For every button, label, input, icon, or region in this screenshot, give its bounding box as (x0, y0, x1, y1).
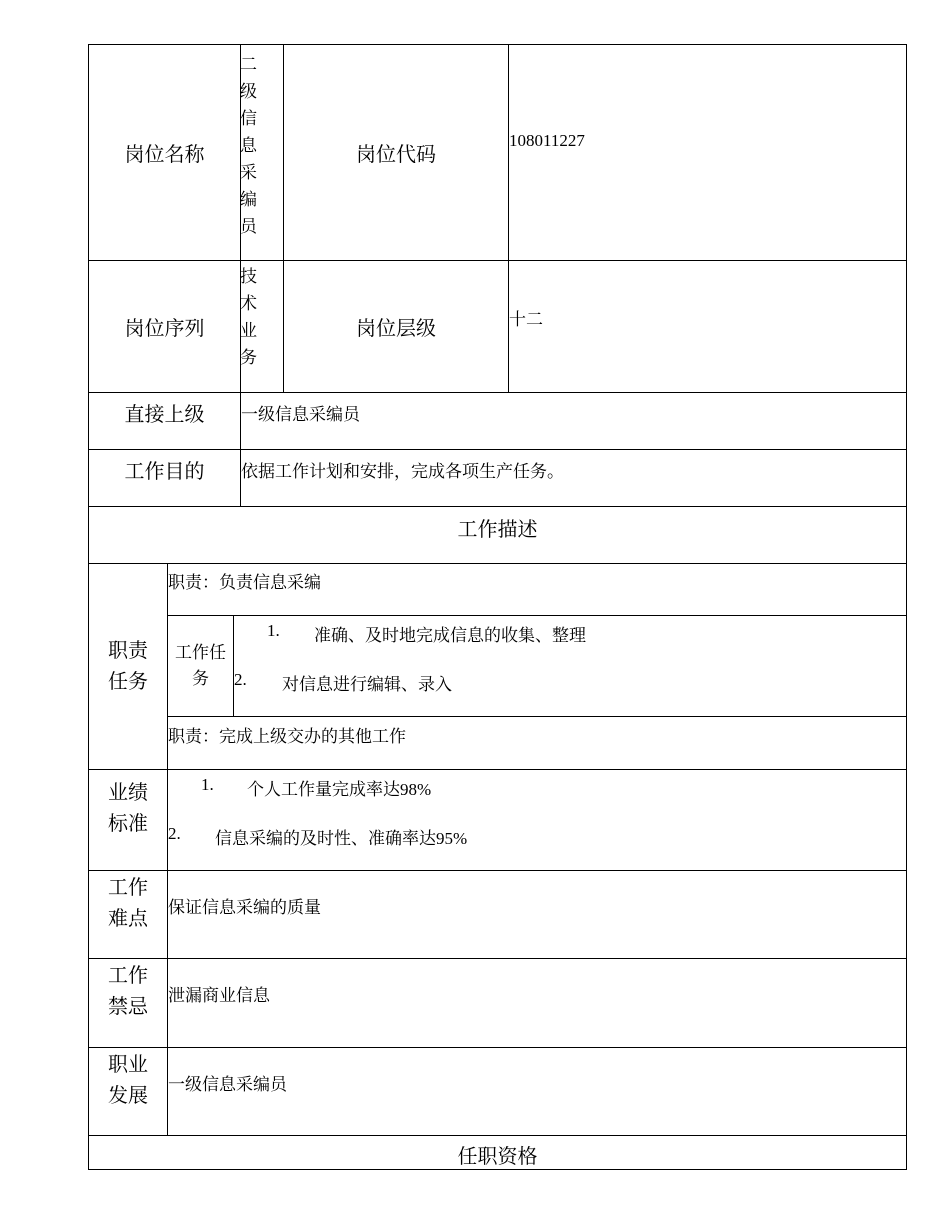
work-description-title: 工作描述 (457, 519, 538, 541)
row-divider (88, 958, 907, 959)
direct-superior-label: 直接上级 (124, 404, 205, 426)
qualification-title: 任职资格 (457, 1146, 538, 1168)
task-item-1: 准确、及时地完成信息的收集、整理 (314, 626, 586, 645)
duty-label: 职责任务 (108, 639, 148, 693)
performance-item-1: 个人工作量完成率达98% (247, 780, 432, 799)
difficulty-value: 保证信息采编的质量 (168, 898, 321, 917)
row-divider (88, 1047, 907, 1048)
row-divider (167, 615, 907, 616)
row-divider (88, 449, 907, 450)
row-divider (88, 1135, 907, 1136)
row-divider (167, 716, 907, 717)
post-code-label: 岗位代码 (356, 144, 436, 166)
table-border-right (906, 44, 907, 1170)
task-item-2: 对信息进行编辑、录入 (282, 675, 452, 694)
row-divider (88, 506, 907, 507)
career-label: 职业发展 (108, 1054, 148, 1107)
row-divider (88, 769, 907, 770)
post-name-value: 二级信息采编员 (240, 55, 257, 236)
direct-superior-value: 一级信息采编员 (241, 405, 360, 424)
task-item-1-number: 1. (267, 621, 280, 640)
post-level-label: 岗位层级 (356, 318, 436, 340)
col-divider (233, 615, 234, 717)
row-divider (88, 392, 907, 393)
post-code-value: 108011227 (509, 131, 585, 150)
post-series-label: 岗位序列 (124, 318, 205, 340)
table-border-bottom (88, 1169, 907, 1170)
difficulty-label: 工作难点 (108, 877, 148, 930)
performance-item-2: 信息采编的及时性、准确率达95% (215, 829, 468, 848)
taboo-value: 泄漏商业信息 (168, 986, 270, 1005)
duty-item-1: 职责：负责信息采编 (168, 573, 321, 592)
post-series-value: 技术业务 (240, 267, 257, 367)
task-label: 工作任务 (175, 643, 226, 688)
taboo-label: 工作禁忌 (108, 965, 148, 1018)
post-name-label: 岗位名称 (124, 144, 205, 166)
career-value: 一级信息采编员 (168, 1075, 287, 1094)
post-level-value: 十二 (509, 310, 543, 329)
task-item-2-number: 2. (234, 670, 247, 689)
performance-item-1-number: 1. (201, 775, 214, 794)
performance-item-2-number: 2. (168, 824, 181, 843)
performance-label: 业绩标准 (108, 782, 148, 835)
row-divider (88, 870, 907, 871)
col-divider (508, 44, 509, 393)
row-divider (88, 563, 907, 564)
work-purpose-value: 依据工作计划和安排，完成各项生产任务。 (241, 462, 564, 481)
duty-item-2: 职责：完成上级交办的其他工作 (168, 727, 406, 746)
work-purpose-label: 工作目的 (124, 461, 205, 483)
